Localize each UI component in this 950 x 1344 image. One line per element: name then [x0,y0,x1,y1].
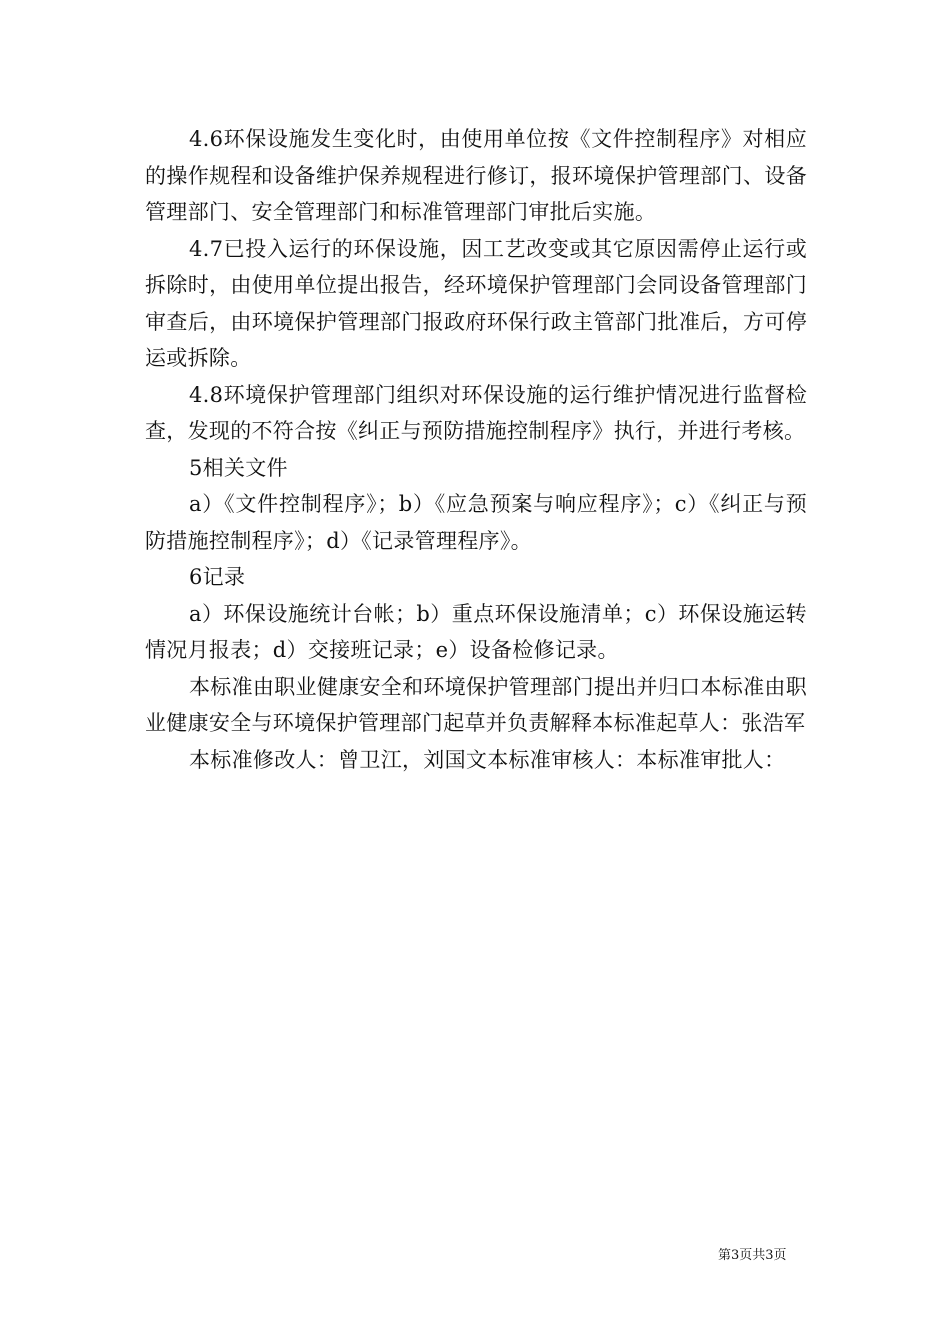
page-number-footer: 第3页共3页 [718,1248,787,1263]
paragraph-4-7: 4.7已投入运行的环保设施，因工艺改变或其它原因需停止运行或拆除时，由使用单位提出报告，经环境保护管理部门会同设备管理部门审查后，由环境保护管理部门报政府环保行政主管部门批准后，方可停运或拆除。 [145,236,807,370]
records-list: a）环保设施统计台帐；b）重点环保设施清单；c）环保设施运转情况月报表；d）交接班记录；e）设备检修记录。 [145,601,807,662]
paragraph-4-8: 4.8环境保护管理部门组织对环保设施的运行维护情况进行监督检查，发现的不符合按《纠正与预防措施控制程序》执行，并进行考核。 [145,382,807,443]
standard-statement: 本标准由职业健康安全和环境保护管理部门提出并归口本标准由职业健康安全与环境保护管理部门起草并负责解释本标准起草人：张浩军 [145,674,807,735]
paragraph-4-6: 4.6环保设施发生变化时，由使用单位按《文件控制程序》对相应的操作规程和设备维护保养规程进行修订，报环境保护管理部门、设备管理部门、安全管理部门和标准管理部门审批后实施。 [145,127,807,224]
document-body [145,121,807,778]
section-heading-related-files: 5相关文件 [189,455,288,480]
standard-modifier: 本标准修改人：曾卫江，刘国文本标准审核人：本标准审批人： [189,747,786,772]
related-files-list: a）《文件控制程序》；b）《应急预案与响应程序》；c）《纠正与预防措施控制程序》；d）《记录管理程序》。 [145,492,807,553]
section-heading-records: 6记录 [189,565,246,589]
